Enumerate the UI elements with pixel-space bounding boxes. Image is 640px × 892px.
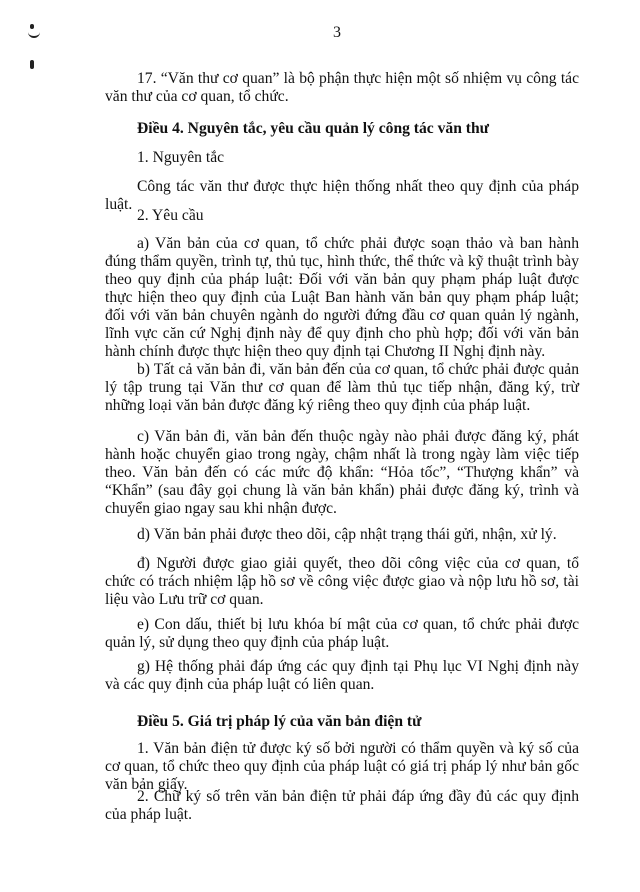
- definition-17: 17. “Văn thư cơ quan” là bộ phận thực hiện một số nhiệm vụ công tác văn thư của cơ quan, tổ chức.: [105, 70, 579, 105]
- article-5-heading: Điều 5. Giá trị pháp lý của văn bản điện tử: [137, 713, 422, 730]
- item-c: c) Văn bản đi, văn bản đến thuộc ngày nào phải được đăng ký, phát hành hoặc chuyển giao trong ngày, chậm nhất là trong ngày làm việc tiếp theo. Văn bản đến có các mức độ khẩn: “Hỏa tốc”, “Thượng khẩn” và “Khẩn” (sau đây gọi chung là văn bản khẩn) phải được đăng ký, trình và chuyển giao ngay sau khi nhận được.: [105, 428, 579, 517]
- scan-mark: [30, 60, 34, 69]
- article-5-clause-1: 1. Văn bản điện tử được ký số bởi người có thẩm quyền và ký số của cơ quan, tổ chức theo quy định của pháp luật có giá trị pháp lý như bản gốc văn bản giấy.: [105, 740, 579, 793]
- paragraph: Công tác văn thư được thực hiện thống nhất theo quy định của pháp luật.: [105, 178, 579, 213]
- item-e: e) Con dấu, thiết bị lưu khóa bí mật của cơ quan, tổ chức phải được quản lý, sử dụng theo quy định của pháp luật.: [105, 616, 579, 651]
- article-4-heading: Điều 4. Nguyên tắc, yêu cầu quản lý công tác văn thư: [137, 120, 490, 137]
- item-a: a) Văn bản của cơ quan, tổ chức phải được soạn thảo và ban hành đúng thẩm quyền, trình tự, thủ tục, hình thức, thể thức và kỹ thuật trình bày theo quy định của pháp luật: Đối với văn bản quy phạm pháp luật được thực hiện theo quy định của Luật Ban hành văn bản quy phạm pháp luật; đối với văn bản chuyên ngành do người đứng đầu cơ quan quản lý ngành, lĩnh vực căn cứ Nghị định này để quy định cho phù hợp; đối với văn bản hành chính được thực hiện theo quy định tại Chương II Nghị định này.: [105, 235, 579, 360]
- article-5-clause-2: 2. Chữ ký số trên văn bản điện tử phải đáp ứng đầy đủ các quy định của pháp luật.: [105, 788, 579, 823]
- item-dd: đ) Người được giao giải quyết, theo dõi công việc của cơ quan, tổ chức có trách nhiệm lập hồ sơ về công việc được giao và nộp lưu hồ sơ, tài liệu vào Lưu trữ cơ quan.: [105, 555, 579, 608]
- section-1-heading: 1. Nguyên tắc: [137, 149, 225, 166]
- item-d: d) Văn bản phải được theo dõi, cập nhật trạng thái gửi, nhận, xử lý.: [137, 526, 557, 543]
- item-b: b) Tất cả văn bản đi, văn bản đến của cơ quan, tổ chức phải được quản lý tập trung tại Văn thư cơ quan để làm thủ tục tiếp nhận, đăng ký, trừ những loại văn bản được đăng ký riêng theo quy định của pháp luật.: [105, 361, 579, 414]
- item-g: g) Hệ thống phải đáp ứng các quy định tại Phụ lục VI Nghị định này và các quy định của pháp luật có liên quan.: [105, 658, 579, 693]
- section-2-heading: 2. Yêu cầu: [137, 207, 204, 224]
- scan-mark: [28, 30, 40, 38]
- page-number: 3: [333, 24, 341, 41]
